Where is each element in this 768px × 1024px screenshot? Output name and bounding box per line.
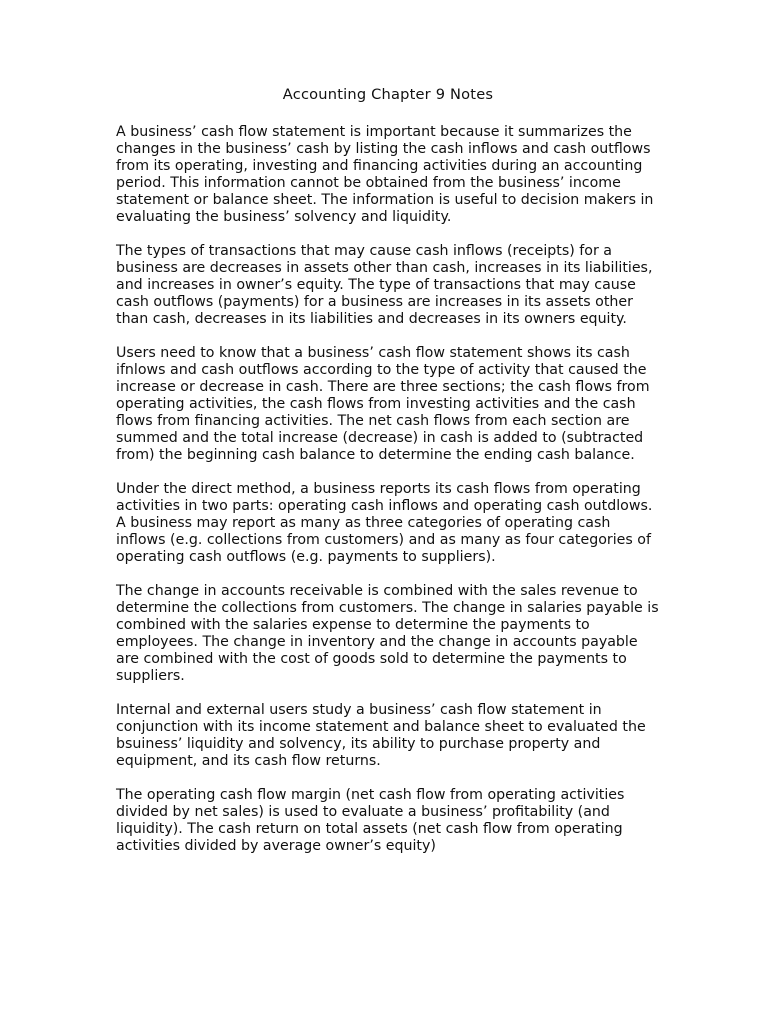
paragraph-account-changes: The change in accounts receivable is combined with the sales revenue to determine the collections from customers. The change in salaries payable is combined with the salaries expense to determine the payments to employees. The change in inventory and the change in accounts payable are combined with the cost of goods sold to determine the payments to suppliers. <box>116 583 659 684</box>
page-title: Accounting Chapter 9 Notes <box>282 86 494 103</box>
paragraph-users-evaluation: Internal and external users study a business’ cash flow statement in conjunction with its income statement and balance sheet to evaluated the bsuiness’ liquidity and solvency, its ability to purchase property and equipment, and its cash flow returns. <box>116 702 646 769</box>
paragraph-transaction-types: The types of transactions that may cause cash inflows (receipts) for a business are decreases in assets other than cash, increases in its liabilities, and increases in owner’s equity. The type of transactions that may cause cash outflows (payments) for a business are increases in its assets other than cash, decreases in its liabilities and decreases in its owners equity. <box>116 243 653 327</box>
paragraph-statement-sections: Users need to know that a business’ cash flow statement shows its cash ifnlows and cash outflows according to the type of activity that caused the increase or decrease in cash. There are three sections; the cash flows from operating activities, the cash flows from investing activities and the cash flows from financing activities. The net cash flows from each section are summed and the total increase (decrease) in cash is added to (subtracted from) the beginning cash balance to determine the ending cash balance. <box>116 345 650 463</box>
paragraph-cash-flow-statement-importance: A business’ cash flow statement is important because it summarizes the changes in the business’ cash by listing the cash inflows and cash outflows from its operating, investing and financing activities during an accounting period. This information cannot be obtained from the business’ income statement or balance sheet. The information is useful to decision makers in evaluating the business’ solvency and liquidity. <box>116 124 654 225</box>
document-content <box>116 84 660 872</box>
paragraph-direct-method: Under the direct method, a business reports its cash flows from operating activities in two parts: operating cash inflows and operating cash outdlows. A business may report as many as three categories of operating cash inflows (e.g. collections from customers) and as many as four categories of operating cash outflows (e.g. payments to suppliers). <box>116 481 653 565</box>
paragraph-cash-flow-ratios: The operating cash flow margin (net cash flow from operating activities divided by net sales) is used to evaluate a business’ profitability (and liquidity). The cash return on total assets (net cash flow from operating activities divided by average owner’s equity) <box>116 787 625 854</box>
